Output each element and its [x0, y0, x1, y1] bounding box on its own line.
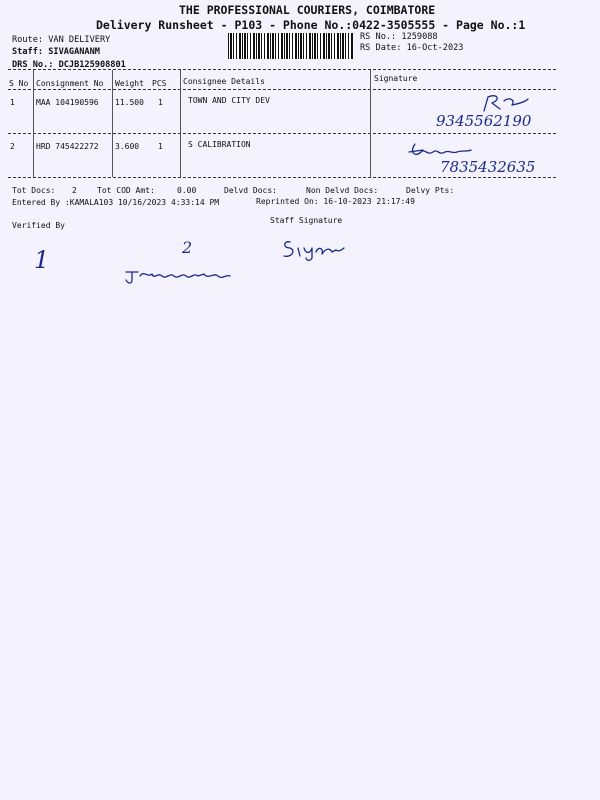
row2-consignment: HRD 745422272: [36, 142, 99, 151]
row1-consignment: MAA 104190596: [36, 98, 99, 107]
row1-signature-phone: 9345562190: [436, 112, 532, 130]
col-divider: [33, 70, 34, 177]
staff-signature-scribble: [282, 238, 346, 260]
row2-consignee: S CALIBRATION: [188, 140, 251, 149]
tot-docs-label: Tot Docs:: [12, 186, 56, 195]
table-top-rule: [8, 69, 556, 70]
staff-signature-label: Staff Signature: [270, 216, 343, 225]
verifier-signature-scribble: [124, 266, 234, 286]
row2-signature-phone: 7835432635: [440, 158, 536, 176]
rs-number: RS No.: 1259088: [360, 32, 438, 42]
delvd-docs-label: Delvd Docs:: [224, 186, 277, 195]
non-delvd-docs-label: Non Delvd Docs:: [306, 186, 379, 195]
barcode: [228, 33, 354, 59]
row1-sno: 1: [10, 98, 15, 107]
col-divider: [112, 70, 113, 177]
col-divider: [370, 70, 371, 177]
row1-weight: 11.500: [115, 98, 144, 107]
rs-date: RS Date: 16-Oct-2023: [360, 43, 464, 53]
entered-by: Entered By :KAMALA103 10/16/2023 4:33:14 PM: [12, 198, 220, 207]
staff-label: Staff: SIVAGANANM: [12, 47, 100, 57]
route-label: Route: VAN DELIVERY: [12, 35, 111, 45]
table-bottom-rule: [8, 177, 556, 178]
tot-cod-label: Tot COD Amt:: [97, 186, 155, 195]
delvy-pts-label: Delvy Pts:: [406, 186, 455, 195]
verified-by-label: Verified By: [12, 221, 65, 230]
col-header-consignee: Consignee Details: [183, 77, 265, 86]
tot-docs-value: 2: [72, 186, 77, 195]
row1-consignee: TOWN AND CITY DEV: [188, 96, 270, 105]
verified-mark-2: 2: [182, 238, 193, 257]
col-header-pcs: PCS: [152, 79, 167, 88]
tot-cod-value: 0.00: [177, 186, 197, 195]
col-header-signature: Signature: [374, 74, 418, 83]
row2-pcs: 1: [158, 142, 163, 151]
row-divider: [8, 133, 556, 134]
col-header-consignment: Consignment No: [36, 79, 104, 88]
drs-number: DRS No.: DCJB125908801: [12, 60, 126, 70]
row2-weight: 3.600: [115, 142, 140, 151]
row2-sno: 2: [10, 142, 15, 151]
row1-pcs: 1: [158, 98, 163, 107]
verified-mark-1: 1: [34, 246, 50, 274]
col-divider: [180, 70, 181, 177]
col-header-sno: S No: [9, 79, 29, 88]
reprinted-on: Reprinted On: 16-10-2023 21:17:49: [256, 197, 415, 206]
runsheet-title: Delivery Runsheet - P103 - Phone No.:0422-3505555 - Page No.:1: [96, 18, 526, 32]
table-header-rule: [8, 89, 556, 90]
company-title: THE PROFESSIONAL COURIERS, COIMBATORE: [179, 3, 436, 17]
col-header-weight: Weight: [115, 79, 144, 88]
row2-signature-scribble: [405, 140, 475, 160]
